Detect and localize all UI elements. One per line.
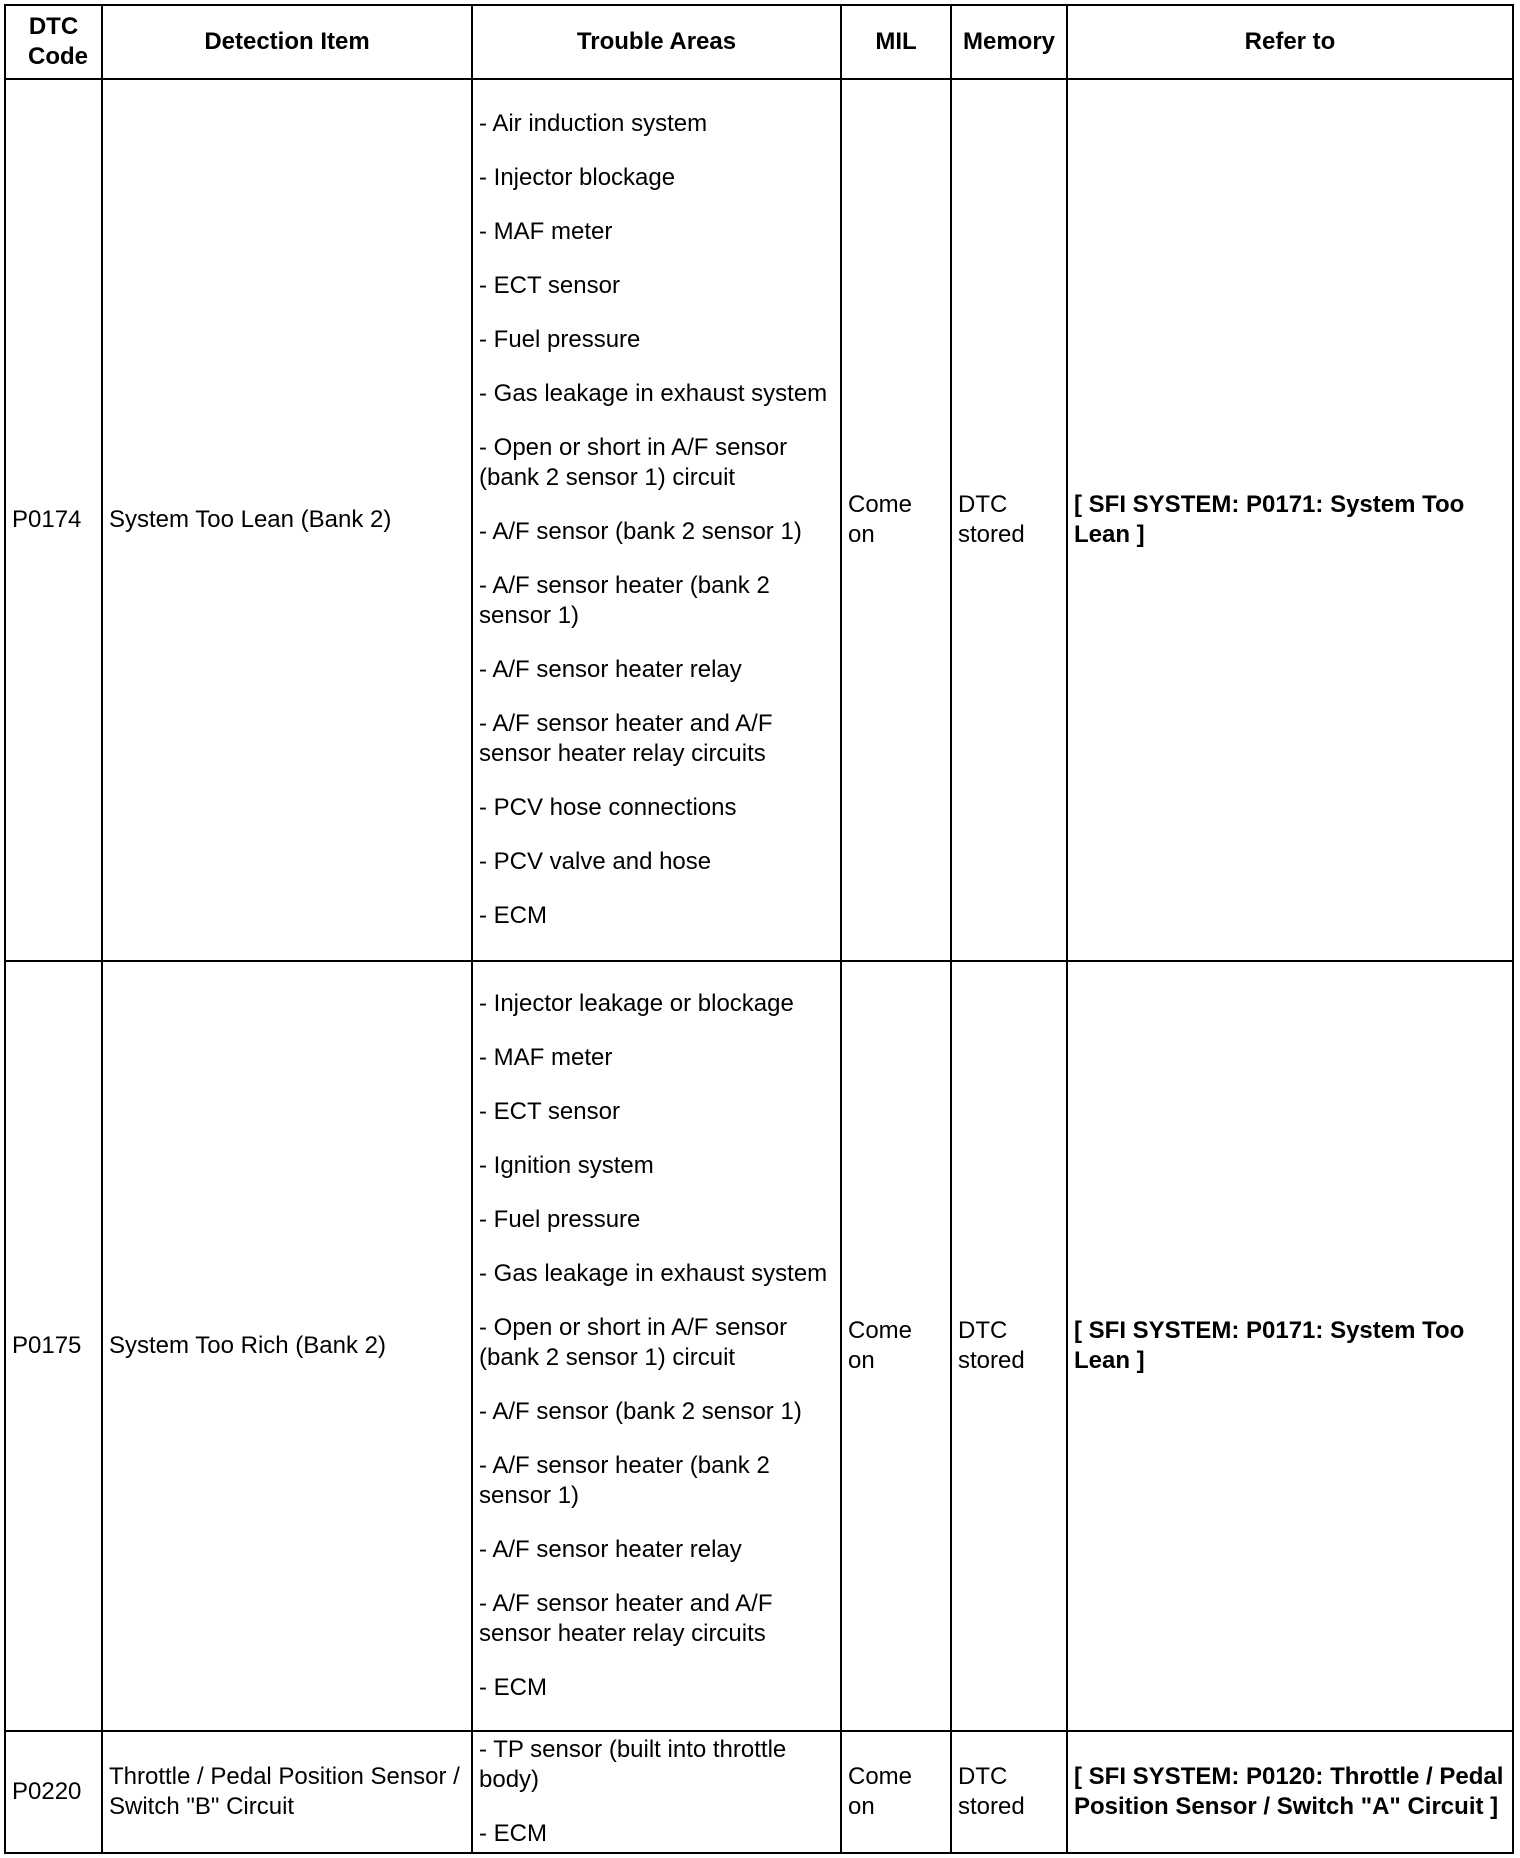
table-row bbox=[5, 1731, 1513, 1853]
trouble-areas-cell bbox=[472, 1731, 841, 1853]
trouble-area-item: - ECT sensor bbox=[479, 1097, 620, 1125]
refer-to-link[interactable]: [ SFI SYSTEM: P0120: Throttle / Pedal Position Sensor / Switch "A" Circuit ] bbox=[1067, 1731, 1513, 1853]
trouble-area-item: - PCV valve and hose bbox=[479, 847, 712, 875]
table-header-row bbox=[5, 5, 1513, 79]
trouble-area-item: - ECT sensor bbox=[479, 271, 620, 299]
trouble-area-item: - Fuel pressure bbox=[479, 1205, 641, 1233]
trouble-area-item: - A/F sensor heater (bank 2 sensor 1) bbox=[479, 1451, 770, 1509]
trouble-area-item: - Ignition system bbox=[479, 1151, 654, 1179]
trouble-area-item: - ECM bbox=[479, 901, 547, 929]
trouble-area-item: - A/F sensor heater and A/F sensor heater relay circuits bbox=[479, 709, 773, 767]
trouble-area-item: - Gas leakage in exhaust system bbox=[479, 1259, 828, 1287]
dtc-code-cell: P0175 bbox=[5, 961, 102, 1731]
mil-cell: Come on bbox=[841, 79, 951, 961]
document-page bbox=[4, 4, 1512, 1854]
mil-cell: Come on bbox=[841, 961, 951, 1731]
table-row bbox=[5, 79, 1513, 961]
trouble-areas-list bbox=[479, 989, 834, 1703]
trouble-area-item: - TP sensor (built into throttle body) bbox=[479, 1735, 787, 1793]
memory-cell: DTC stored bbox=[951, 961, 1067, 1731]
mil-cell: Come on bbox=[841, 1731, 951, 1853]
trouble-area-item: - A/F sensor heater relay bbox=[479, 1535, 742, 1563]
trouble-area-item: - A/F sensor (bank 2 sensor 1) bbox=[479, 517, 802, 545]
trouble-area-item: - A/F sensor (bank 2 sensor 1) bbox=[479, 1397, 802, 1425]
detection-item-cell: System Too Rich (Bank 2) bbox=[102, 961, 472, 1731]
trouble-area-item: - Fuel pressure bbox=[479, 325, 641, 353]
trouble-area-item: - Open or short in A/F sensor (bank 2 sensor 1) circuit bbox=[479, 433, 788, 491]
header-mil: MIL bbox=[841, 5, 951, 79]
detection-item-cell: System Too Lean (Bank 2) bbox=[102, 79, 472, 961]
trouble-area-item: - Injector blockage bbox=[479, 163, 676, 191]
trouble-area-item: - A/F sensor heater and A/F sensor heater relay circuits bbox=[479, 1589, 773, 1647]
trouble-areas-cell bbox=[472, 961, 841, 1731]
detection-item-cell: Throttle / Pedal Position Sensor / Switch "B" Circuit bbox=[102, 1731, 472, 1853]
refer-to-link[interactable]: [ SFI SYSTEM: P0171: System Too Lean ] bbox=[1067, 961, 1513, 1731]
dtc-code-cell: P0174 bbox=[5, 79, 102, 961]
trouble-area-item: - MAF meter bbox=[479, 1043, 613, 1071]
trouble-areas-cell bbox=[472, 79, 841, 961]
header-memory: Memory bbox=[951, 5, 1067, 79]
trouble-area-item: - Air induction system bbox=[479, 109, 708, 137]
header-refer-to: Refer to bbox=[1067, 5, 1513, 79]
header-trouble-areas: Trouble Areas bbox=[472, 5, 841, 79]
refer-to-link[interactable]: [ SFI SYSTEM: P0171: System Too Lean ] bbox=[1067, 79, 1513, 961]
trouble-areas-list bbox=[479, 1735, 834, 1849]
trouble-areas-list bbox=[479, 109, 834, 931]
trouble-area-item: - Open or short in A/F sensor (bank 2 sensor 1) circuit bbox=[479, 1313, 788, 1371]
memory-cell: DTC stored bbox=[951, 79, 1067, 961]
table-row bbox=[5, 961, 1513, 1731]
trouble-area-item: - Injector leakage or blockage bbox=[479, 989, 794, 1017]
trouble-area-item: - ECM bbox=[479, 1819, 547, 1847]
dtc-table bbox=[4, 4, 1514, 1854]
trouble-area-item: - A/F sensor heater relay bbox=[479, 655, 742, 683]
trouble-area-item: - Gas leakage in exhaust system bbox=[479, 379, 828, 407]
trouble-area-item: - PCV hose connections bbox=[479, 793, 737, 821]
trouble-area-item: - MAF meter bbox=[479, 217, 613, 245]
header-detection-item: Detection Item bbox=[102, 5, 472, 79]
memory-cell: DTC stored bbox=[951, 1731, 1067, 1853]
header-dtc-code: DTC Code bbox=[5, 5, 102, 79]
trouble-area-item: - ECM bbox=[479, 1673, 547, 1701]
trouble-area-item: - A/F sensor heater (bank 2 sensor 1) bbox=[479, 571, 770, 629]
dtc-code-cell: P0220 bbox=[5, 1731, 102, 1853]
